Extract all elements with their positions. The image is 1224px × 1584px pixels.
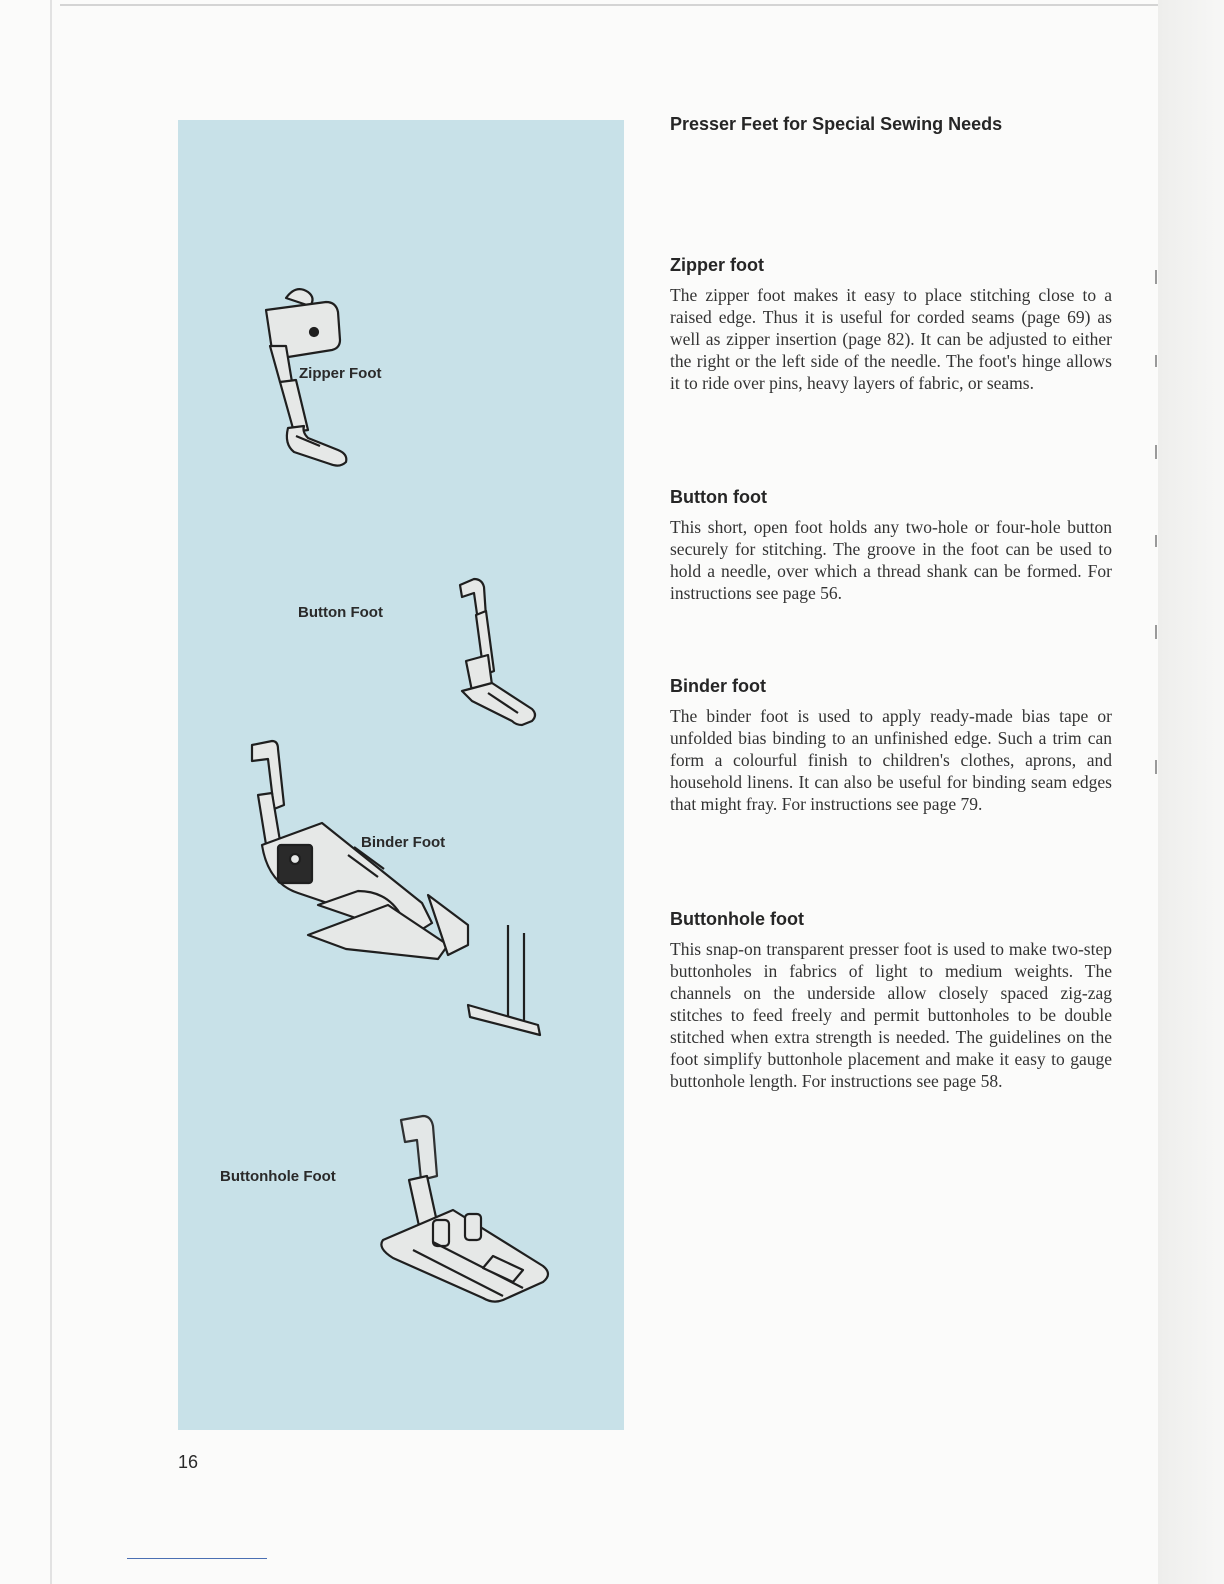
illustration-panel (178, 120, 624, 1430)
zipper-foot-label: Zipper Foot (299, 365, 382, 382)
binder-foot-illustration (238, 735, 548, 1055)
button-foot-illustration (448, 575, 558, 745)
section-body: This short, open foot holds any two-hole or four-hole button securely for stitching. The groove in the foot can be used to hold a needle, over which a thread shank can be formed. For instructions see page 56. (670, 517, 1112, 603)
scan-mark (1155, 355, 1157, 367)
section-button-foot (670, 487, 1112, 604)
scan-edge-top (60, 4, 1160, 6)
page-number: 16 (178, 1452, 199, 1472)
scan-edge-left (50, 0, 52, 1584)
zipper-foot-illustration (248, 280, 378, 490)
button-foot-label: Button Foot (298, 604, 383, 621)
section-binder-foot (670, 676, 1112, 815)
buttonhole-foot-illustration (373, 1110, 563, 1320)
section-body: The zipper foot makes it easy to place stitching close to a raised edge. Thus it is useful for corded seams (page 69) as well as zipper insertion (page 82). It can be adjusted to either the right or the left side of the needle. The foot's hinge allows it to ride over pins, heavy layers of fabric, or seams. (670, 285, 1112, 393)
page-heading: Presser Feet for Special Sewing Needs (670, 114, 1003, 134)
section-title: Button foot (670, 487, 767, 507)
scan-mark (1155, 535, 1157, 547)
section-title: Buttonhole foot (670, 909, 804, 929)
section-body: The binder foot is used to apply ready-made bias tape or unfolded bias binding to an unfinished edge. Such a trim can form a colourful finish to children's clothes, aprons, and household linens. It can also be useful for binding seam edges that might fray. For instructions see page 79. (670, 706, 1112, 814)
scan-underline (127, 1558, 267, 1559)
scan-mark (1155, 270, 1157, 284)
section-title: Zipper foot (670, 255, 764, 275)
buttonhole-foot-label: Buttonhole Foot (220, 1168, 336, 1185)
binder-foot-label: Binder Foot (361, 834, 446, 851)
section-zipper-foot (670, 255, 1112, 394)
scan-mark (1155, 445, 1157, 459)
scan-edge-right (1158, 0, 1224, 1584)
section-buttonhole-foot (670, 909, 1112, 1092)
scan-mark (1155, 760, 1157, 774)
section-title: Binder foot (670, 676, 766, 696)
section-body: This snap-on transparent presser foot is used to make two-step buttonholes in fabrics of light to medium weights. The channels on the underside allow closely spaced zig-zag stitches to feed freely and permit buttonholes to be double stitched when extra strength is needed. The guidelines on the foot simplify buttonhole placement and make it easy to gauge buttonhole length. For instructions see page 58. (670, 939, 1112, 1091)
scan-mark (1155, 625, 1157, 639)
